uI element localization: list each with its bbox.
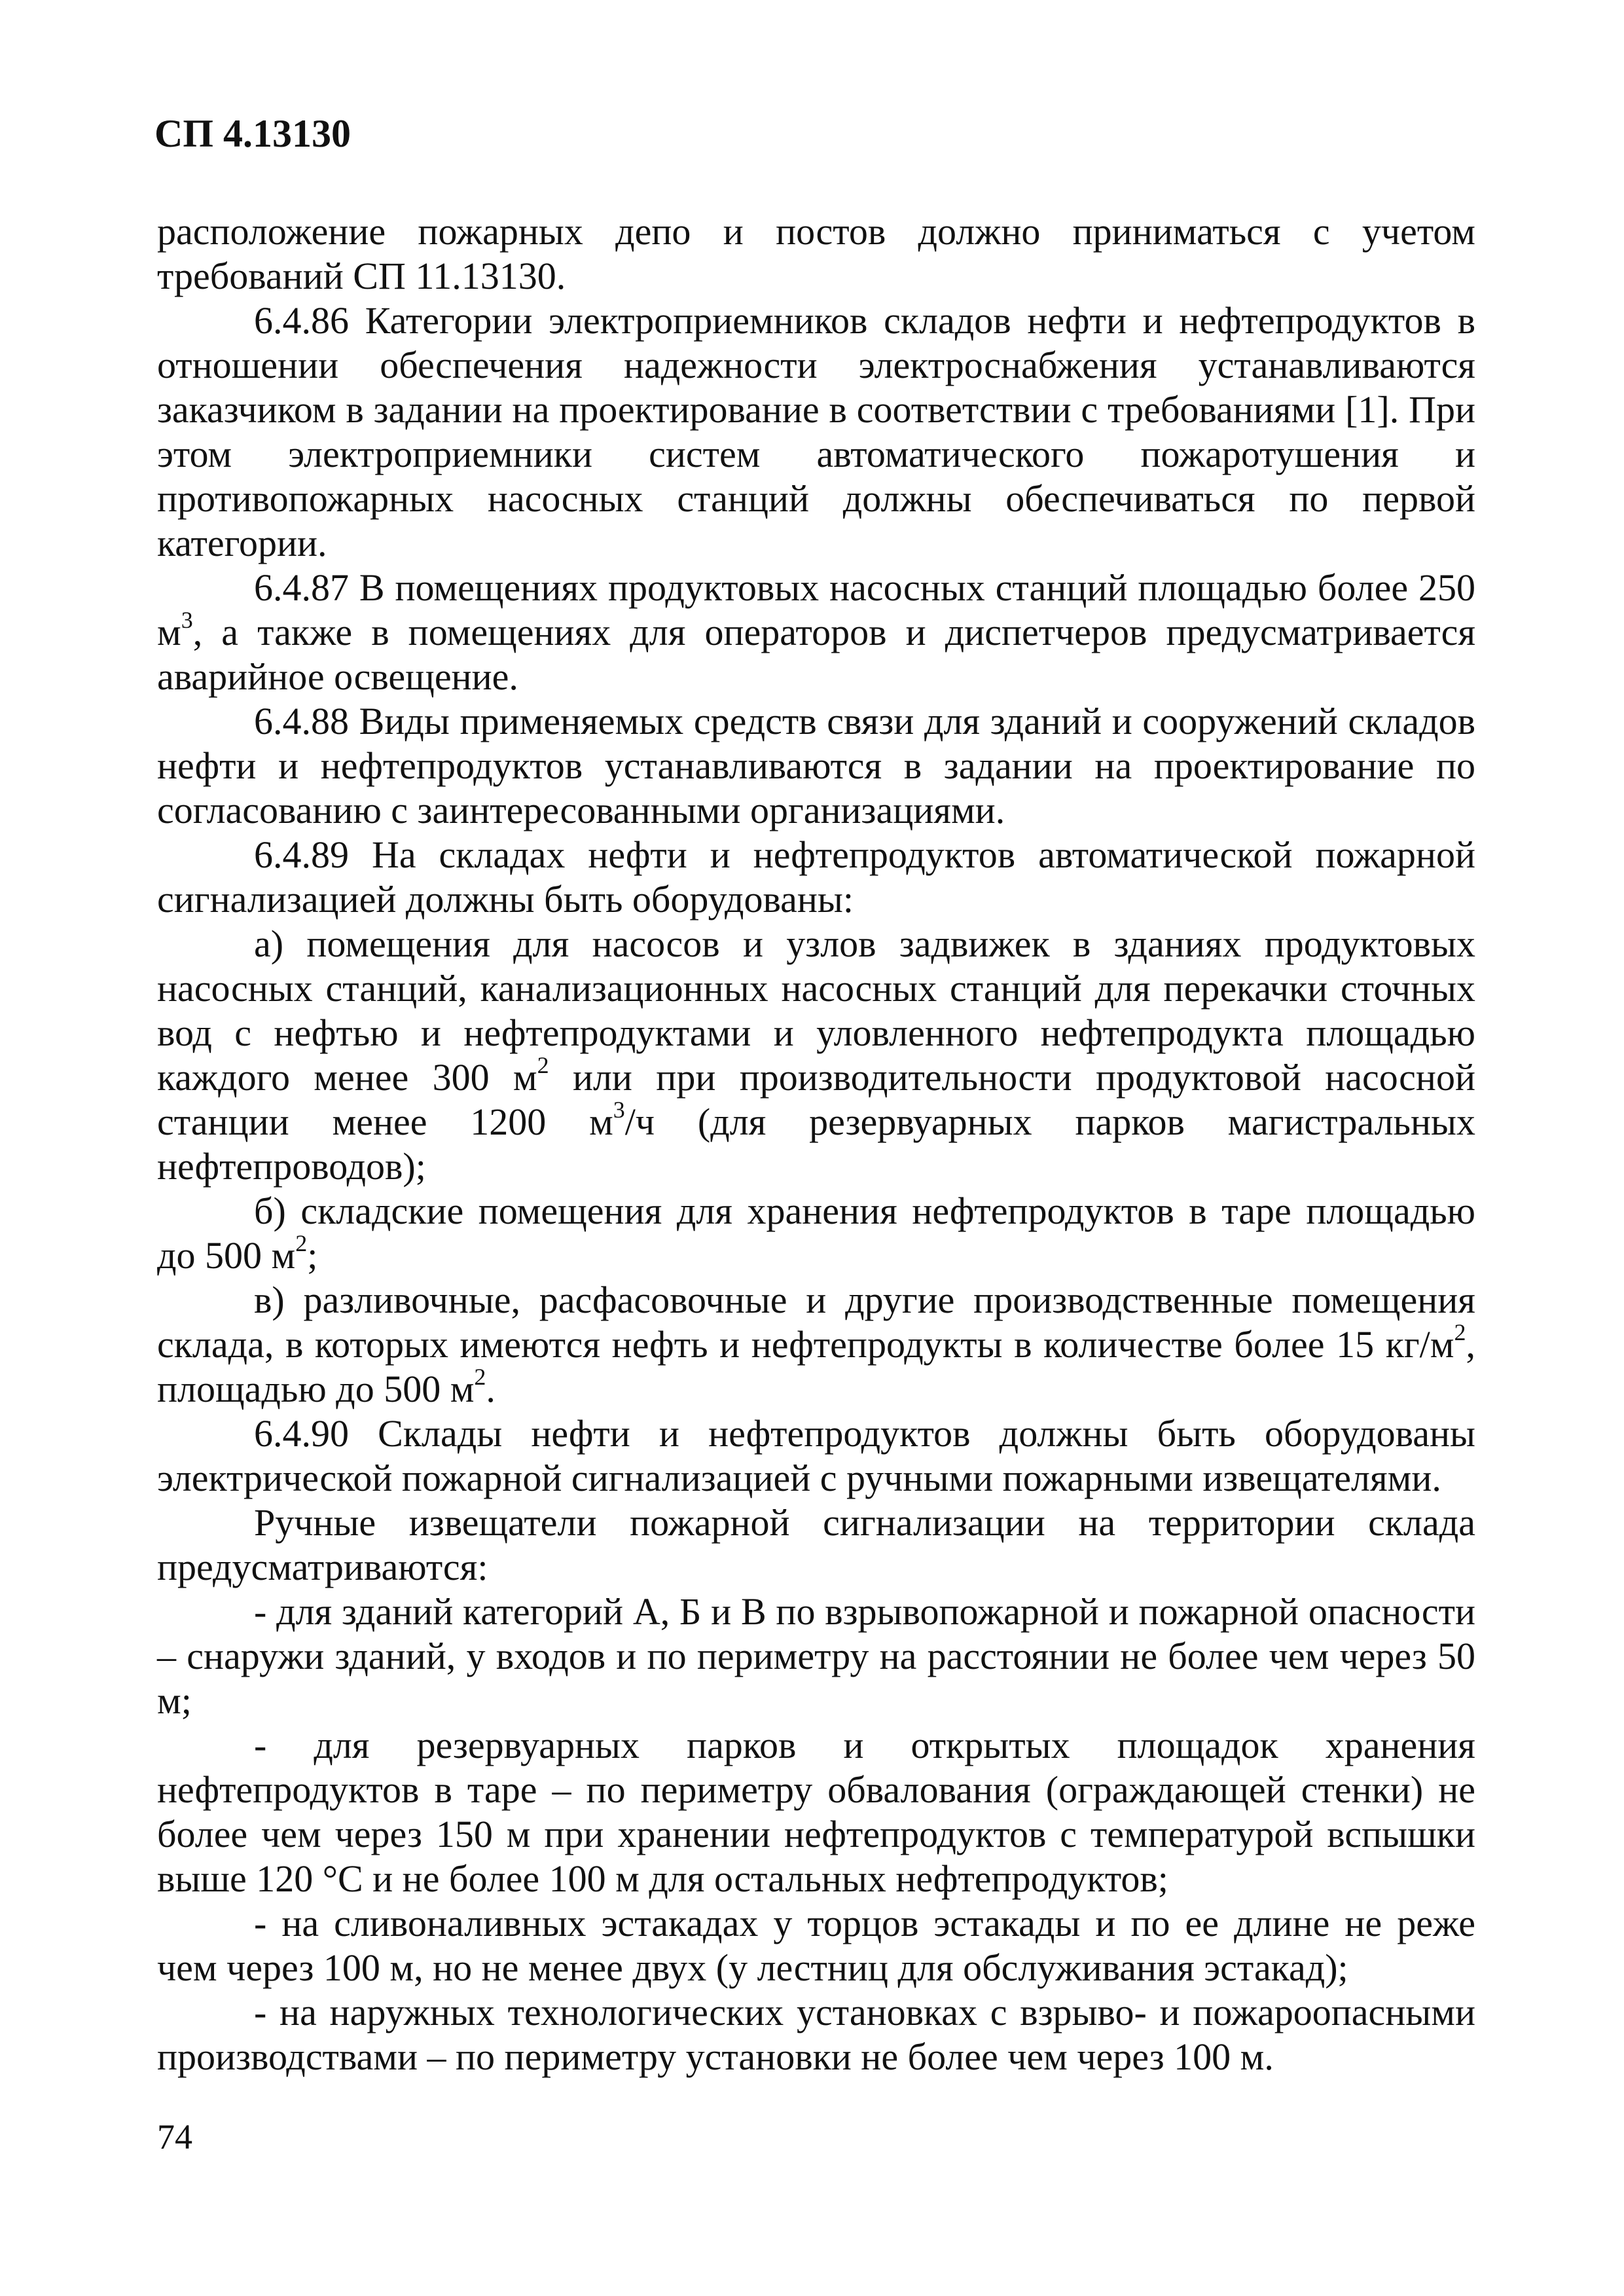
clause-6-4-86: 6.4.86 Категории электроприемников складов нефти и нефтепродуктов в отношении обеспечения надежности электроснабжения устанавливаются заказчиком в задании на проектирование в соответствии с требованиями [1]. При этом электроприемники систем автоматического пожаротушения и противопожарных насосных станций должны обеспечиваться по первой категории. [157,299,1475,564]
list-item-text: ; [307,1234,318,1277]
list-item-b [157,1189,1475,1278]
list-item-a [157,922,1475,1189]
superscript: 3 [181,607,193,633]
dash-item-trestles: - на сливоналивных эстакадах у торцов эстакады и по ее длине не реже чем через 100 м, но не менее двух (у лестниц для обслуживания эстакад); [157,1902,1475,1989]
superscript: 2 [295,1230,308,1256]
dash-item-buildings: - для зданий категорий А, Б и В по взрывопожарной и пожарной опасности – снаружи зданий, у входов и по периметру на расстоянии не более чем через 50 м; [157,1590,1475,1722]
clause-6-4-90: 6.4.90 Склады нефти и нефтепродуктов должны быть оборудованы электрической пожарной сигнализацией с ручными пожарными извещателями. [157,1412,1475,1499]
list-item-text: , площадью до 500 м [157,1323,1475,1410]
superscript: 2 [474,1364,486,1390]
page-number: 74 [157,2117,192,2157]
paragraph-manual-detectors: Ручные извещатели пожарной сигнализации на территории склада предусматриваются: [157,1501,1475,1588]
list-item-text: б) складские помещения для хранения нефтепродуктов в таре площадью до 500 м [157,1190,1475,1277]
superscript: 2 [1454,1319,1466,1345]
clause-text: 6.4.87 В помещениях продуктовых насосных станций площадью более 250 м [157,566,1475,653]
clause-text: , а также в помещениях для операторов и диспетчеров предусматривается аварийное освещение. [157,611,1475,698]
dash-item-tank-parks: - для резервуарных парков и открытых площадок хранения нефтепродуктов в таре – по периметру обвалования (ограждающей стенки) не более чем через 150 м при хранении нефтепродуктов с температурой вспышки выше 120 °С и не более 100 м для остальных нефтепродуктов; [157,1724,1475,1900]
list-item-text: /ч (для резервуарных парков магистральных нефтепроводов); [157,1101,1475,1188]
list-item-text: или при производительности продуктовой насосной станции менее 1200 м [157,1056,1475,1143]
document-body [157,210,1475,2079]
list-item-text: а) помещения для насосов и узлов задвижек в зданиях продуктовых насосных станций, канализационных насосных станций для перекачки сточных вод с нефтью и нефтепродуктами и уловленного нефтепродукта площадью каждого менее 300 м [157,922,1475,1099]
list-item-text: в) разливочные, расфасовочные и другие производственные помещения склада, в которых имеются нефть и нефтепродукты в количестве более 15 кг/м [157,1279,1475,1366]
superscript: 2 [537,1052,549,1078]
clause-6-4-87 [157,566,1475,699]
paragraph-continuation: расположение пожарных депо и постов должно приниматься с учетом требований СП 11.13130. [157,210,1475,297]
list-item-text: . [486,1368,496,1410]
clause-6-4-89: 6.4.89 На складах нефти и нефтепродуктов автоматической пожарной сигнализацией должны быть оборудованы: [157,833,1475,920]
clause-6-4-88: 6.4.88 Виды применяемых средств связи для зданий и сооружений складов нефти и нефтепродуктов устанавливаются в задании на проектирование по согласованию с заинтересованными организациями. [157,700,1475,831]
dash-item-outdoor-units: - на наружных технологических установках с взрыво- и пожароопасными производствами – по периметру установки не более чем через 100 м. [157,1991,1475,2078]
list-item-v [157,1278,1475,1412]
superscript: 3 [613,1097,625,1123]
document-code-header: СП 4.13130 [154,112,351,155]
